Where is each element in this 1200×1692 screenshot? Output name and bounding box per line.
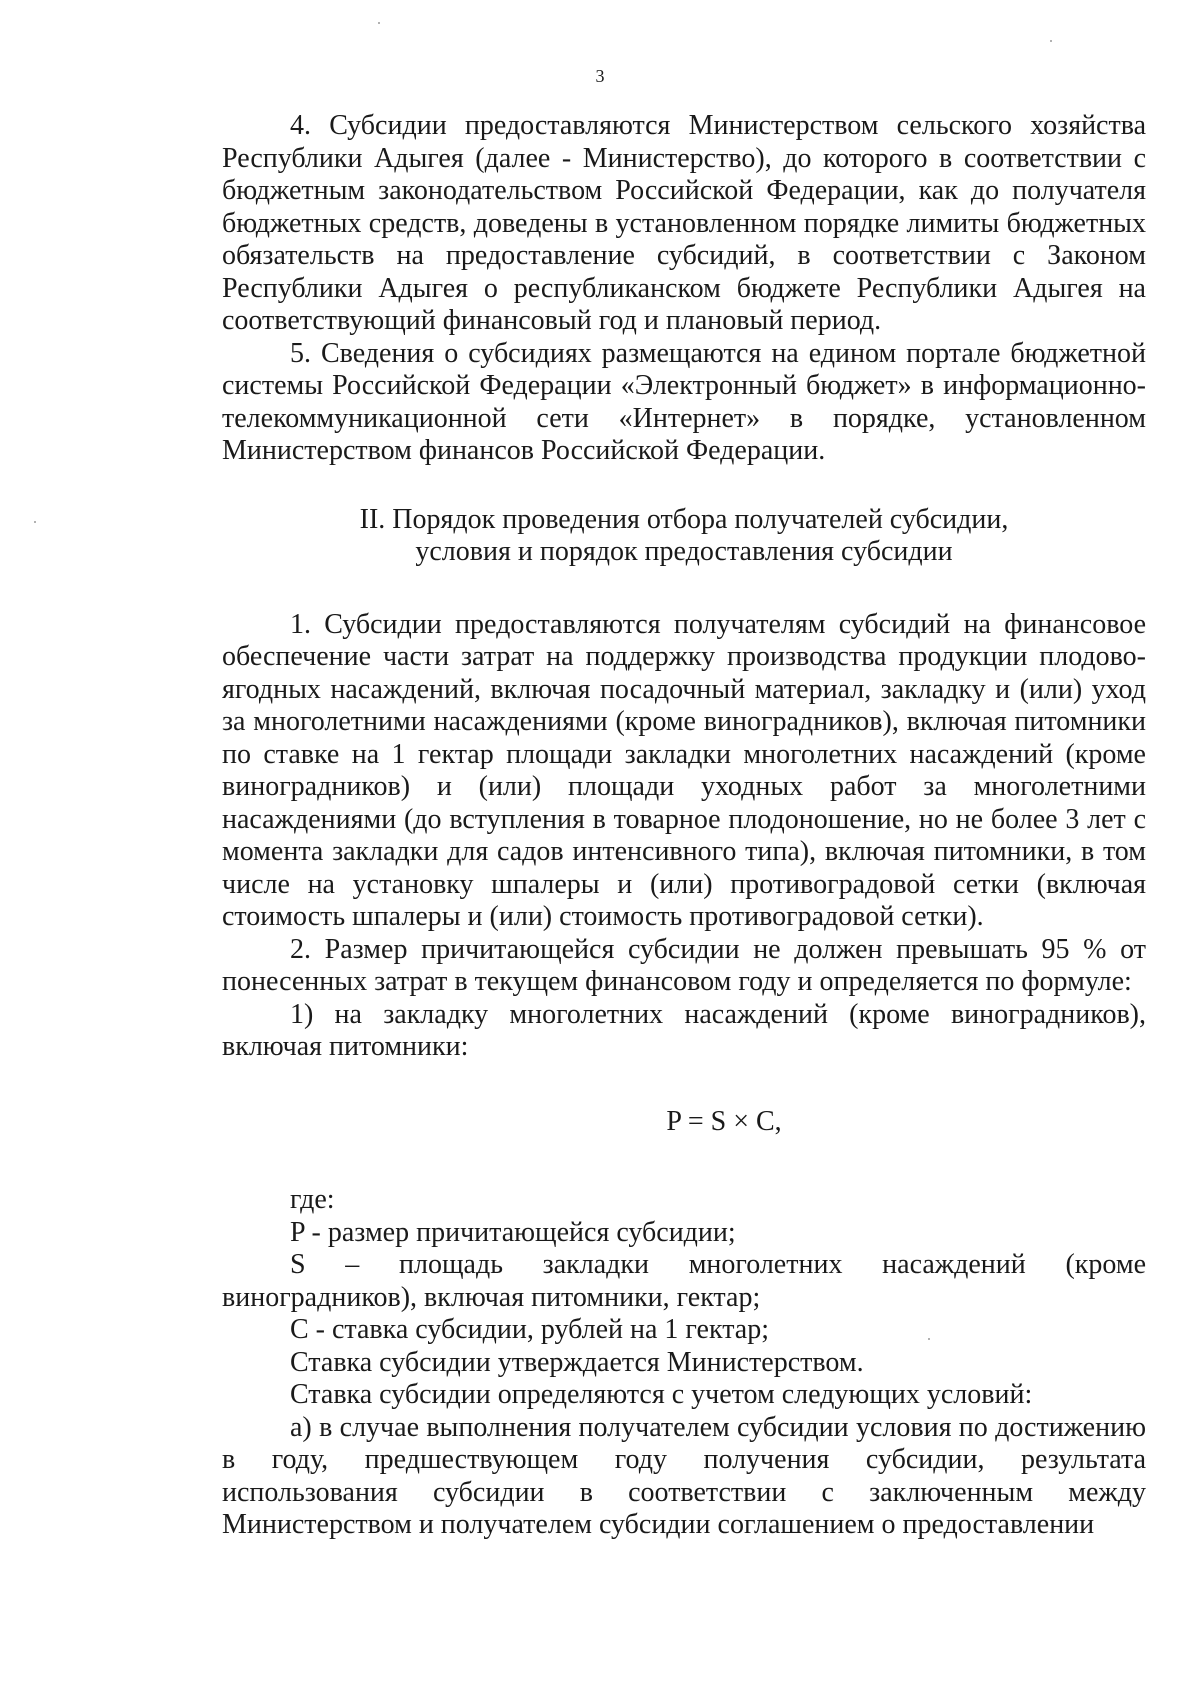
- scan-speck: [378, 22, 380, 24]
- section-heading-line-1: II. Порядок проведения отбора получателей субсидии,: [359, 503, 1009, 535]
- document-body: [222, 110, 1146, 1542]
- where-label: где:: [290, 1184, 335, 1215]
- paragraph-item-5: 5. Сведения о субсидиях размещаются на едином портале бюджетной системы Российской Федерации «Электронный бюджет» в информационно-телекоммуникационной сети «Интернет» в порядке, установленном Министерством финансов Российской Федерации.: [222, 337, 1146, 466]
- scan-speck: [34, 521, 36, 523]
- condition-a-text: а) в случае выполнения получателем субсидии условия по достижению в году, предшествующем году получения субсидии, результата использования субсидии в соответствии с заключенным между Министерством и получателем субсидии соглашением о предоставлении: [222, 1411, 1146, 1540]
- paragraph-subitem-1: 1) на закладку многолетних насаждений (кроме виноградников), включая питомники:: [222, 998, 1146, 1062]
- page-number: 3: [595, 66, 605, 86]
- formula: P = S × C,: [666, 1105, 782, 1137]
- definition-p: P - размер причитающейся субсидии;: [290, 1216, 736, 1248]
- rate-approved-text: Ставка субсидии утверждается Министерством.: [290, 1346, 864, 1378]
- definition-s: S – площадь закладки многолетних насаждений (кроме виноградников), включая питомники, гектар;: [222, 1249, 1146, 1313]
- section-heading-line-2: условия и порядок предоставления субсидии: [415, 536, 953, 567]
- definition-c: C - ставка субсидии, рублей на 1 гектар;: [290, 1314, 769, 1345]
- scan-speck: [928, 1338, 930, 1340]
- paragraph-item-4: 4. Субсидии предоставляются Министерством сельского хозяйства Республики Адыгея (далее - Министерство), до которого в соответствии с бюджетным законодательством Российской Федерации, как до получателя бюджетных средств, доведены в установленном порядке лимиты бюджетных обязательств на предоставление субсидий, в соответствии с Законом Республики Адыгея о республиканском бюджете Республики Адыгея на соответствующий финансовый год и плановый период.: [222, 110, 1146, 336]
- scan-speck: [1050, 40, 1052, 42]
- rate-conditions-text: Ставка субсидии определяются с учетом следующих условий:: [290, 1379, 1033, 1410]
- section-heading: [222, 504, 1146, 569]
- paragraph-section2-item-1: 1. Субсидии предоставляются получателям субсидий на финансовое обеспечение части затрат на поддержку производства продукции плодово-ягодных насаждений, включая посадочный материал, закладку и (или) уход за многолетними насаждениями (кроме виноградников), включая питомники по ставке на 1 гектар площади закладки многолетних насаждений (кроме виноградников) и (или) площади уходных работ за многолетними насаждениями (до вступления в товарное плодоношение, но не более 3 лет с момента закладки для садов интенсивного типа), включая питомники, в том числе на установку шпалеры и (или) противоградовой сетки (включая стоимость шпалеры и (или) стоимость противоградовой сетки).: [222, 608, 1146, 932]
- paragraph-section2-item-2: 2. Размер причитающейся субсидии не должен превышать 95 % от понесенных затрат в текущем финансовом году и определяется по формуле:: [222, 933, 1146, 997]
